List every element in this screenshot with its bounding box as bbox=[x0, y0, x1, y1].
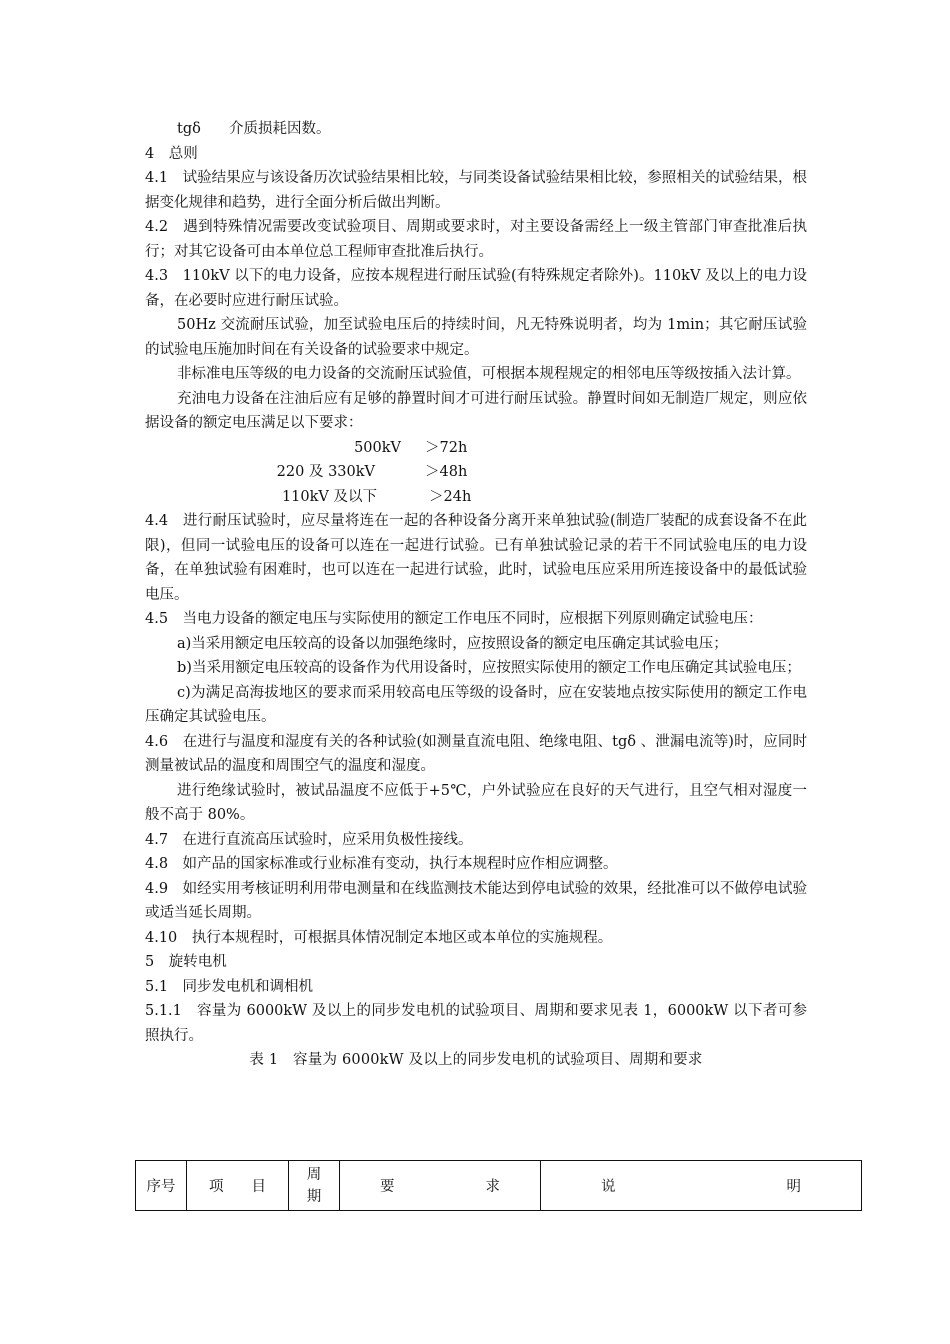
clause-4-4: 4.4 进行耐压试验时，应尽量将连在一起的各种设备分离开来单独试验(制造厂装配的成套设备不在此限)，但同一试验电压的设备可以连在一起进行试验。已有单独试验记录的若干不同试验电压的电力设备，在单独试验有困难时，也可以连在一起进行试验，此时，试验电压应采用所连接设备中的最低试验电压。 bbox=[145, 513, 807, 603]
section-5-title: 5 旋转电机 bbox=[145, 954, 227, 970]
clause-4-10: 4.10 执行本规程时，可根据具体情况制定本地区或本单位的实施规程。 bbox=[145, 929, 613, 946]
requirement-time: ＞48h bbox=[425, 464, 468, 480]
header-note-char: 说 bbox=[601, 1179, 616, 1195]
table-header-row bbox=[136, 1161, 862, 1211]
clause-4-3-para-4: 充油电力设备在注油后应有足够的静置时间才可进行耐压试验。静置时间如无制造厂规定，则应依据设备的额定电压满足以下要求： bbox=[145, 390, 807, 431]
clause-4-5-c: c)为满足高海拔地区的要求而采用较高电压等级的设备时，应在安装地点按实际使用的额定工作电压确定其试验电压。 bbox=[145, 684, 807, 725]
header-requirements-label bbox=[340, 1175, 540, 1196]
clause-4-6-para-2: 进行绝缘试验时，被试品温度不应低于+5℃，户外试验应在良好的天气进行，且空气相对湿度一般不高于 80%。 bbox=[145, 782, 807, 823]
header-period-char: 期 bbox=[306, 1188, 322, 1205]
clause-4-3-para-3: 非标准电压等级的电力设备的交流耐压试验值，可根据本规程规定的相邻电压等级按插入法计算。 bbox=[177, 366, 801, 382]
header-no bbox=[136, 1161, 187, 1211]
standing-time-requirements bbox=[145, 436, 807, 510]
header-period-char: 周 bbox=[306, 1166, 322, 1183]
clause-4-3: 4.3 110kV 以下的电力设备，应按本规程进行耐压试验(有特殊规定者除外)。110kV 及以上的电力设备，在必要时应进行耐压试验。 bbox=[145, 268, 807, 309]
clause-4-5-b: b)当采用额定电压较高的设备作为代用设备时，应按照实际使用的额定工作电压确定其试验电压； bbox=[177, 660, 801, 676]
requirement-row bbox=[145, 436, 807, 461]
header-req-char: 求 bbox=[485, 1179, 500, 1195]
header-item-char: 目 bbox=[251, 1179, 266, 1195]
clause-4-3-para-2: 50Hz 交流耐压试验，加至试验电压后的持续时间，凡无特殊说明者，均为 1min；其它耐压试验的试验电压施加时间在有关设备的试验要求中规定。 bbox=[145, 317, 807, 358]
clause-4-1: 4.1 试验结果应与该设备历次试验结果相比较，与同类设备试验结果相比较，参照相关的试验结果，根据变化规律和趋势，进行全面分析后做出判断。 bbox=[145, 170, 807, 211]
header-notes-label bbox=[541, 1175, 861, 1196]
header-notes bbox=[541, 1161, 862, 1211]
requirement-time: ＞24h bbox=[429, 488, 472, 505]
requirement-voltage: 500kV bbox=[354, 439, 401, 456]
document-body bbox=[145, 117, 807, 1073]
clause-4-2: 4.2 遇到特殊情况需要改变试验项目、周期或要求时，对主要设备需经上一级主管部门审查批准后执行；对其它设备可由本单位总工程师审查批准后执行。 bbox=[145, 219, 807, 260]
header-req-char: 要 bbox=[380, 1179, 395, 1195]
clause-4-5: 4.5 当电力设备的额定电压与实际使用的额定工作电压不同时，应根据下列原则确定试验电压： bbox=[145, 611, 763, 627]
definition-symbol: tgδ bbox=[177, 121, 201, 137]
section-5-1-title: 5.1 同步发电机和调相机 bbox=[145, 978, 314, 995]
header-requirements bbox=[340, 1161, 541, 1211]
table-1 bbox=[135, 1160, 862, 1211]
definition-line bbox=[145, 117, 807, 142]
header-period bbox=[289, 1161, 340, 1211]
requirement-voltage: 110kV 及以下 bbox=[281, 488, 377, 505]
section-4-title: 4 总则 bbox=[145, 145, 198, 162]
clause-4-6: 4.6 在进行与温度和湿度有关的各种试验(如测量直流电阻、绝缘电阻、tgδ 、泄漏电流等)时，应同时测量被试品的温度和周围空气的温度和湿度。 bbox=[145, 733, 807, 774]
clause-4-5-a: a)当采用额定电压较高的设备以加强绝缘时，应按照设备的额定电压确定其试验电压； bbox=[177, 635, 728, 652]
clause-4-8: 4.8 如产品的国家标准或行业标准有变动，执行本规程时应作相应调整。 bbox=[145, 856, 618, 872]
clause-4-7: 4.7 在进行直流高压试验时，应采用负极性接线。 bbox=[145, 831, 473, 848]
header-item bbox=[187, 1161, 289, 1211]
requirement-voltage: 220 及 330kV bbox=[276, 464, 375, 480]
requirement-time: ＞72h bbox=[425, 439, 468, 456]
header-no-label: 序号 bbox=[146, 1179, 176, 1195]
requirement-row bbox=[145, 460, 807, 485]
header-note-char: 明 bbox=[786, 1179, 801, 1195]
header-item-char: 项 bbox=[209, 1179, 224, 1195]
table-1-caption: 表 1 容量为 6000kW 及以上的同步发电机的试验项目、周期和要求 bbox=[249, 1052, 703, 1068]
requirement-row bbox=[145, 485, 807, 510]
header-item-label bbox=[187, 1175, 288, 1196]
clause-4-9: 4.9 如经实用考核证明利用带电测量和在线监测技术能达到停电试验的效果，经批准可以不做停电试验或适当延长周期。 bbox=[145, 880, 807, 921]
clause-5-1-1: 5.1.1 容量为 6000kW 及以上的同步发电机的试验项目、周期和要求见表 1，6000kW 以下者可参照执行。 bbox=[145, 1003, 807, 1044]
definition-text: 介质损耗因数。 bbox=[229, 121, 331, 137]
